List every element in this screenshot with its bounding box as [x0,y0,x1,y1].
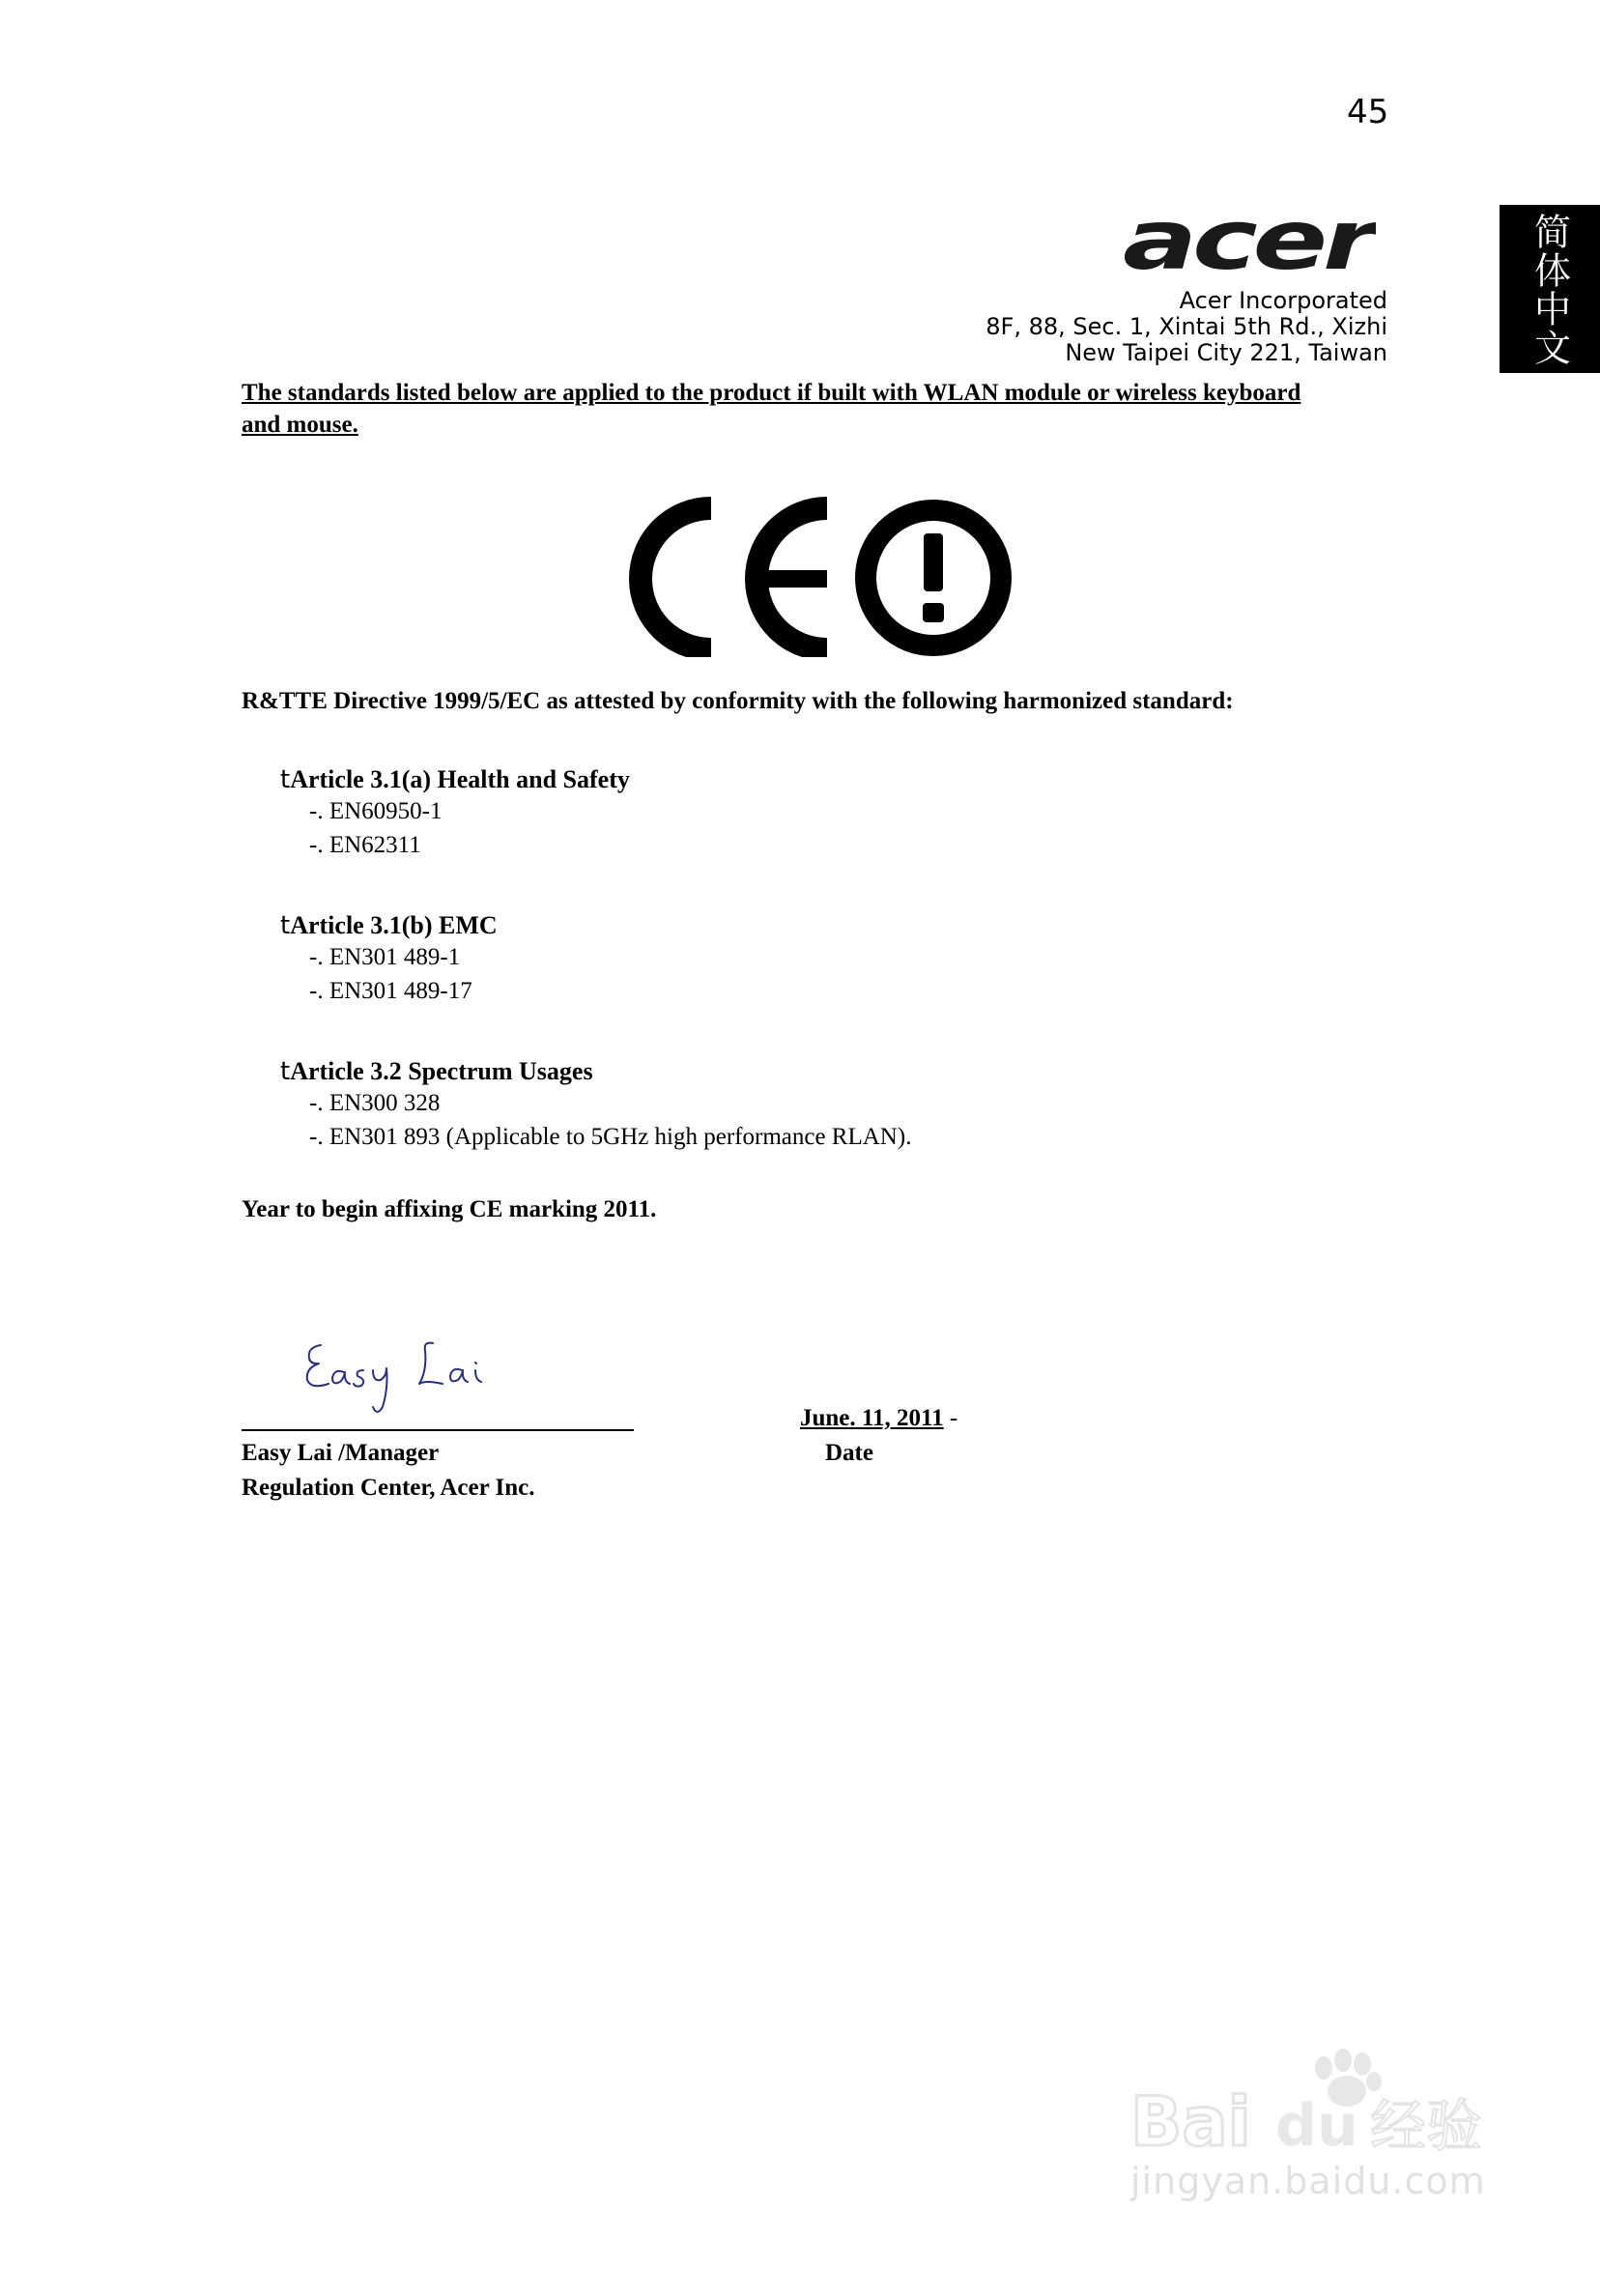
article-heading [280,1057,593,1086]
bullet-glyph: t [280,1057,291,1086]
signer-department: Regulation Center, Acer Inc. [242,1475,535,1501]
company-name: Acer Incorporated [1179,287,1387,314]
acer-logo [1123,209,1376,281]
standard-item: -. EN301 893 (Applicable to 5GHz high performance RLAN). [309,1124,912,1150]
date-suffix: - [949,1405,958,1431]
svg-text:acer: acer [1123,209,1376,276]
standard-item: -. EN300 328 [309,1090,441,1116]
address-line-2: New Taipei City 221, Taiwan [1065,339,1387,366]
article-heading [280,765,630,794]
article-heading [280,911,498,940]
signature-line [242,1429,634,1431]
directive-statement: R&TTE Directive 1999/5/EC as attested by conformity with the following harmonized standard: [242,688,1234,714]
svg-text:经验: 经验 [1370,2093,1483,2155]
baidu-paw-logo-icon [1130,2049,1498,2155]
address-line-1: 8F, 88, Sec. 1, Xintai 5th Rd., Xizhi [986,313,1387,340]
language-tab [1500,205,1600,373]
ce-alert-mark-icon [626,495,1013,657]
ce-marking-year: Year to begin affixing CE marking 2011. [242,1196,657,1222]
standard-item: -. EN60950-1 [309,798,443,824]
date-value: June. 11, 2011 [800,1405,944,1431]
svg-text:du: du [1275,2092,1358,2155]
article-title: Article 3.2 Spectrum Usages [290,1057,593,1085]
standard-item: -. EN301 489-17 [309,978,472,1004]
signature-icon [300,1332,512,1419]
bullet-glyph: t [280,765,291,794]
svg-text:Bai: Bai [1130,2082,1251,2155]
page-number: 45 [1347,93,1389,131]
acer-logo-icon [1123,209,1376,276]
signature-date [800,1405,957,1432]
date-label: Date [825,1440,873,1466]
standards-intro: The standards listed below are applied to the product if built with WLAN module or wireless keyboard and mouse. [242,380,1301,438]
ce-mark [626,495,1013,662]
article-title: Article 3.1(b) EMC [290,911,498,939]
language-tab-label: 简体中文 [1528,213,1571,367]
standard-item: -. EN301 489-1 [309,944,461,970]
handwritten-signature [300,1332,512,1423]
watermark-url: jingyan.baidu.com [1130,2160,1486,2202]
article-title: Article 3.1(a) Health and Safety [290,765,630,793]
standard-item: -. EN62311 [309,832,421,858]
company-address [986,288,1387,366]
baidu-watermark [1130,2049,1498,2202]
bullet-glyph: t [280,911,291,940]
signer-name: Easy Lai /Manager [242,1440,440,1466]
